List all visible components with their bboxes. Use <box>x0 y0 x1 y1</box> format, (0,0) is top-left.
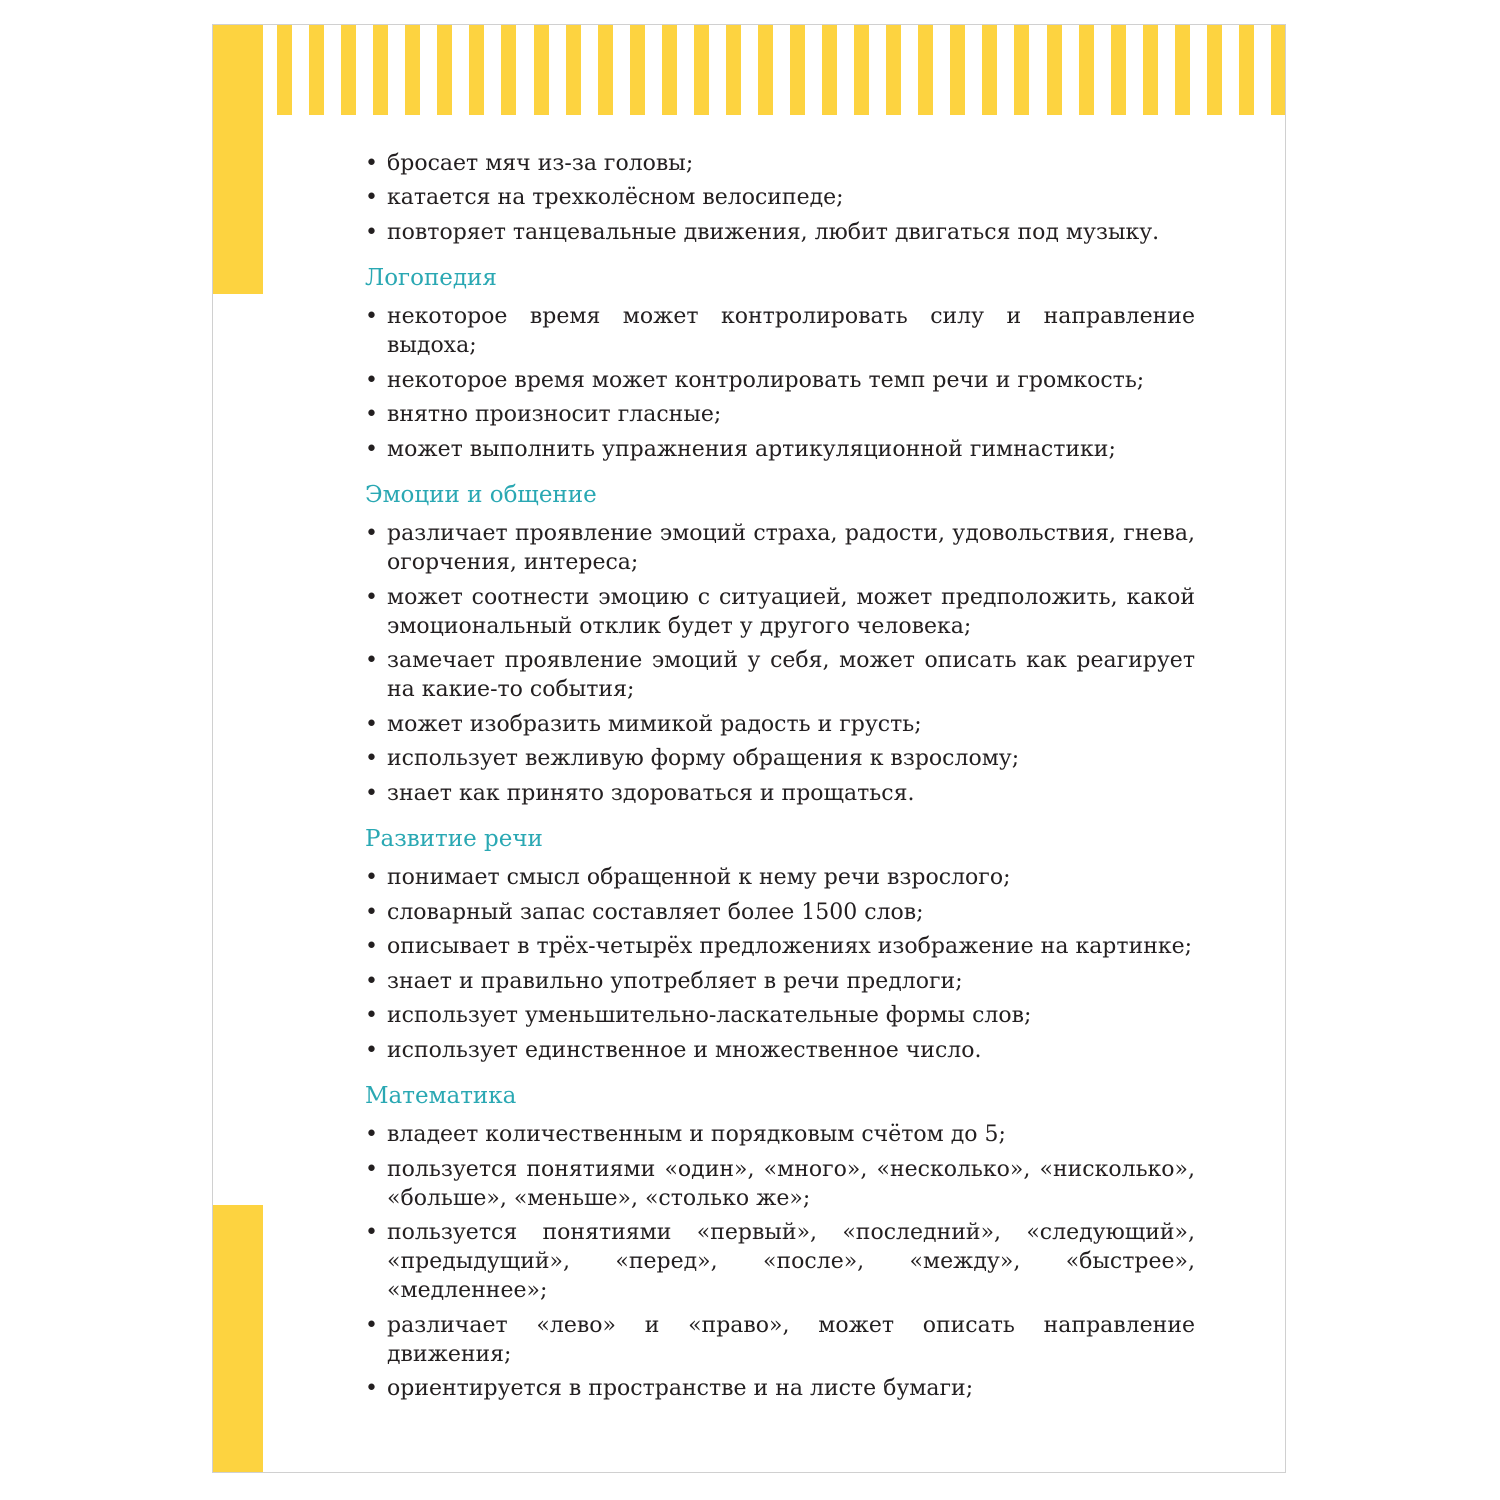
list-item: • словарный запас составляет более 1500 слов; <box>365 898 1195 927</box>
section-title-emotions: Эмоции и общение <box>365 481 597 508</box>
decorative-stripe <box>982 25 997 115</box>
list-item: • может выполнить упражнения артикуляционной гимнастики; <box>365 435 1195 464</box>
list-item: • ориентируется в пространстве и на листе бумаги; <box>365 1374 1195 1403</box>
list-item: • знает и правильно употребляет в речи предлоги; <box>365 967 1195 996</box>
list-item: • повторяет танцевальные движения, любит двигаться под музыку. <box>365 218 1195 247</box>
list-item: • катается на трехколёсном велосипеде; <box>365 183 1195 212</box>
decorative-stripe <box>469 25 484 115</box>
list-item: • использует единственное и множественное число. <box>365 1036 1195 1065</box>
decorative-stripe <box>1111 25 1126 115</box>
decorative-stripe <box>566 25 581 115</box>
decorative-stripe <box>1014 25 1029 115</box>
page-content <box>365 143 1195 1403</box>
decorative-stripe <box>854 25 869 115</box>
document-page <box>212 24 1286 1473</box>
left-accent-bar-bottom <box>213 1205 263 1473</box>
decorative-stripe <box>1175 25 1190 115</box>
decorative-stripe <box>822 25 837 115</box>
section-list-speech <box>365 863 1195 1065</box>
list-item: • может соотнести эмоцию с ситуацией, может предположить, какой эмоциональный отклик будет у другого человека; <box>365 583 1195 641</box>
decorative-stripe <box>341 25 356 115</box>
list-item: • внятно произносит гласные; <box>365 400 1195 429</box>
list-item: • бросает мяч из-за головы; <box>365 149 1195 178</box>
list-item: • использует вежливую форму обращения к взрослому; <box>365 744 1195 773</box>
list-item: • пользуется понятиями «первый», «последний», «следующий», «предыдущий», «перед», «после», «между», «быстрее», «медленнее»; <box>365 1218 1195 1305</box>
list-item: • различает проявление эмоций страха, радости, удовольствия, гнева, огорчения, интереса; <box>365 519 1195 577</box>
section-title-logopedia: Логопедия <box>365 264 497 291</box>
decorative-stripe <box>758 25 773 115</box>
list-item: • может изобразить мимикой радость и грусть; <box>365 710 1195 739</box>
decorative-stripe <box>1079 25 1094 115</box>
decorative-stripe <box>694 25 709 115</box>
decorative-stripe <box>630 25 645 115</box>
section-list-emotions <box>365 519 1195 808</box>
decorative-stripe <box>309 25 324 115</box>
list-item: • некоторое время может контролировать силу и направление выдоха; <box>365 302 1195 360</box>
decorative-stripe <box>437 25 452 115</box>
decorative-stripe <box>1207 25 1222 115</box>
decorative-stripe <box>501 25 516 115</box>
decorative-stripe <box>598 25 613 115</box>
list-item: • пользуется понятиями «один», «много», «несколько», «нисколько», «больше», «меньше», «столько же»; <box>365 1155 1195 1213</box>
decorative-stripe <box>405 25 420 115</box>
decorative-stripe <box>373 25 388 115</box>
section-list-logopedia <box>365 302 1195 464</box>
left-accent-bar-top <box>213 25 263 294</box>
decorative-stripe <box>1271 25 1286 115</box>
list-item: • использует уменьшительно-ласкательные формы слов; <box>365 1001 1195 1030</box>
list-item: • описывает в трёх-четырёх предложениях изображение на картинке; <box>365 932 1195 961</box>
decorative-stripe <box>277 25 292 115</box>
decorative-stripe <box>950 25 965 115</box>
decorative-stripe <box>726 25 741 115</box>
list-item: • понимает смысл обращенной к нему речи взрослого; <box>365 863 1195 892</box>
section-list-math <box>365 1120 1195 1403</box>
decorative-stripe <box>1047 25 1062 115</box>
list-item: • знает как принято здороваться и прощаться. <box>365 779 1195 808</box>
section-title-math: Математика <box>365 1082 517 1109</box>
decorative-stripe <box>1239 25 1254 115</box>
decorative-stripe <box>918 25 933 115</box>
list-item: • владеет количественным и порядковым счётом до 5; <box>365 1120 1195 1149</box>
intro-list <box>365 149 1195 247</box>
decorative-stripe <box>534 25 549 115</box>
decorative-stripe <box>790 25 805 115</box>
list-item: • некоторое время может контролировать темп речи и громкость; <box>365 366 1195 395</box>
decorative-stripe <box>662 25 677 115</box>
decorative-stripe <box>886 25 901 115</box>
section-title-speech: Развитие речи <box>365 825 543 852</box>
decorative-stripe <box>1143 25 1158 115</box>
list-item: • замечает проявление эмоций у себя, может описать как реагирует на какие-то события; <box>365 646 1195 704</box>
list-item: • различает «лево» и «право», может описать направление движения; <box>365 1311 1195 1369</box>
top-stripe-decoration <box>277 25 1286 115</box>
